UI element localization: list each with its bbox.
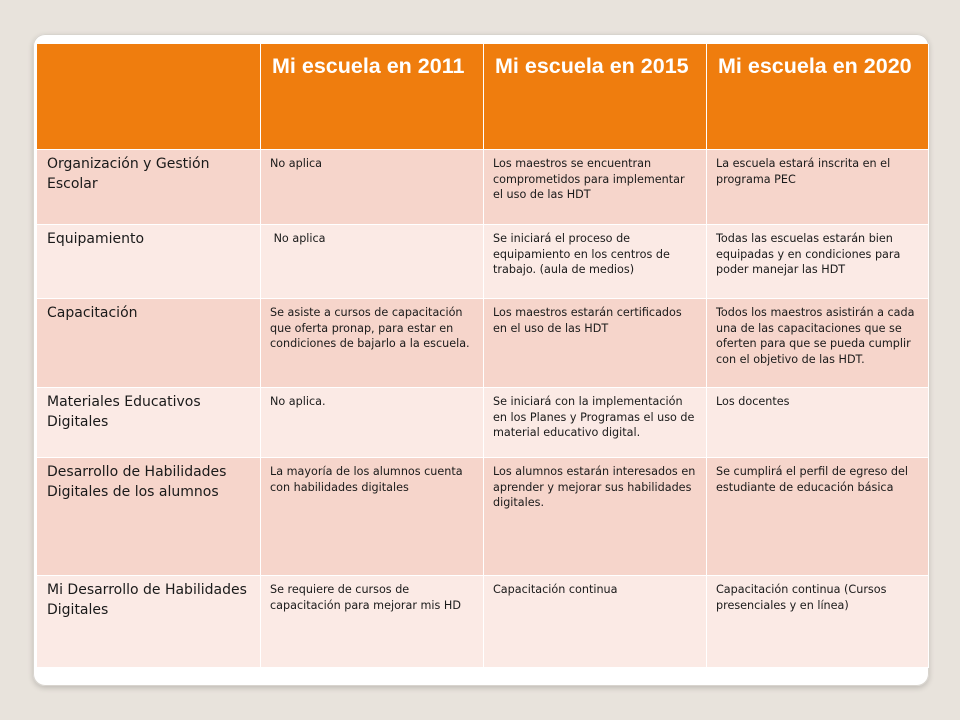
table-row [37,150,929,225]
cell-2020: Se cumplirá el perfil de egreso del estudiante de educación básica [707,458,929,576]
cell-2015: Los alumnos estarán interesados en aprender y mejorar sus habilidades digitales. [484,458,707,576]
table-row [37,299,929,388]
cell-2011: Se requiere de cursos de capacitación para mejorar mis HD [261,576,484,668]
cell-2011: No aplica [261,150,484,225]
header-corner [37,44,261,150]
cell-2015: Los maestros se encuentran comprometidos para implementar el uso de las HDT [484,150,707,225]
row-label: Materiales Educativos Digitales [37,388,261,458]
row-label: Capacitación [37,299,261,388]
table-row [37,576,929,668]
header-2015: Mi escuela en 2015 [484,44,707,150]
cell-2015: Capacitación continua [484,576,707,668]
header-2020: Mi escuela en 2020 [707,44,929,150]
table-row [37,458,929,576]
table-row [37,388,929,458]
school-plan-table [37,44,929,668]
cell-2011: La mayoría de los alumnos cuenta con habilidades digitales [261,458,484,576]
row-label: Mi Desarrollo de Habilidades Digitales [37,576,261,668]
cell-2015: Se iniciará el proceso de equipamiento en los centros de trabajo. (aula de medios) [484,225,707,299]
cell-2020: Todas las escuelas estarán bien equipadas y en condiciones para poder manejar las HDT [707,225,929,299]
header-row [37,44,929,150]
cell-2020: Todos los maestros asistirán a cada una de las capacitaciones que se oferten para que se pueda cumplir con el objetivo de las HDT. [707,299,929,388]
table-row [37,225,929,299]
row-label: Equipamiento [37,225,261,299]
header-2011: Mi escuela en 2011 [261,44,484,150]
cell-2015: Se iniciará con la implementación en los Planes y Programas el uso de material educativo digital. [484,388,707,458]
cell-2020: Capacitación continua (Cursos presenciales y en línea) [707,576,929,668]
cell-2011: Se asiste a cursos de capacitación que oferta pronap, para estar en condiciones de bajarlo a la escuela. [261,299,484,388]
cell-2011: No aplica. [261,388,484,458]
cell-2011: No aplica [261,225,484,299]
row-label: Desarrollo de Habilidades Digitales de los alumnos [37,458,261,576]
row-label: Organización y Gestión Escolar [37,150,261,225]
cell-2020: La escuela estará inscrita en el programa PEC [707,150,929,225]
cell-2020: Los docentes [707,388,929,458]
cell-2015: Los maestros estarán certificados en el uso de las HDT [484,299,707,388]
